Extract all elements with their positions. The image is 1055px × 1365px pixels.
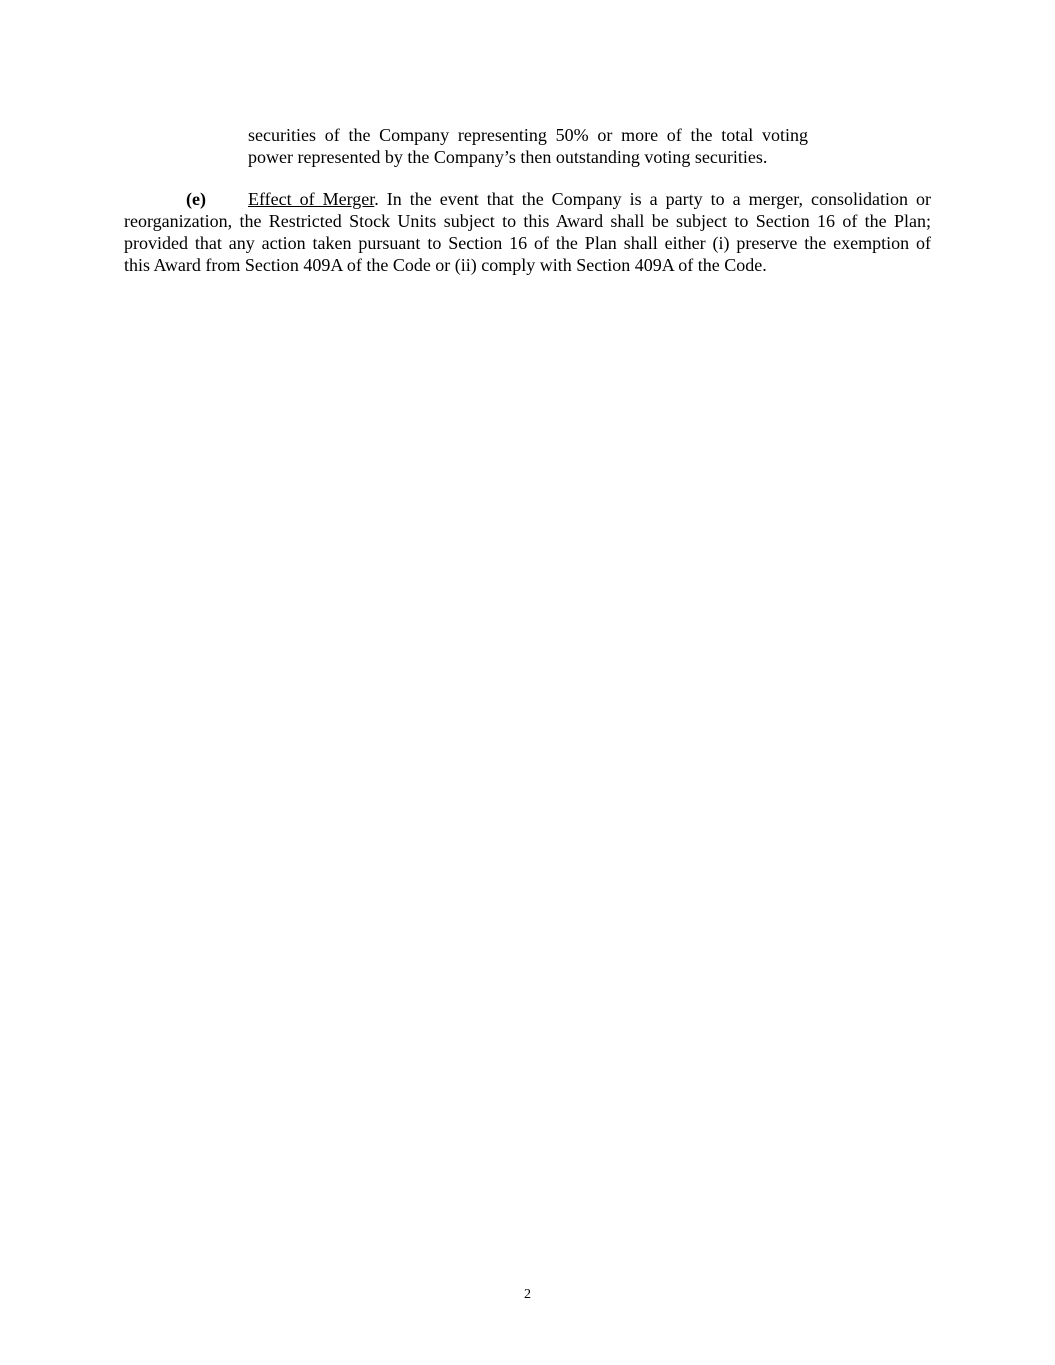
section-marker: (e) bbox=[186, 189, 206, 209]
section-e-line-1 bbox=[124, 188, 931, 210]
continued-clause-line-1: securities of the Company representing 50% or more of the total voting bbox=[248, 125, 808, 145]
section-e-paragraph bbox=[124, 188, 931, 276]
continued-clause-line-2: power represented by the Company’s then outstanding voting securities. bbox=[248, 147, 768, 167]
section-heading: Effect of Merger bbox=[248, 189, 375, 209]
continued-clause bbox=[248, 124, 808, 168]
section-e-line-4: this Award from Section 409A of the Code or (ii) comply with Section 409A of the Code. bbox=[124, 255, 767, 275]
section-e-line-1-text: . In the event that the Company is a party to a merger, consolidation or bbox=[374, 189, 931, 209]
section-e-line-3: provided that any action taken pursuant to Section 16 of the Plan shall either (i) preserve the exemption of bbox=[124, 233, 931, 253]
page-number: 2 bbox=[524, 1287, 531, 1302]
section-e-line-2: reorganization, the Restricted Stock Units subject to this Award shall be subject to Section 16 of the Plan; bbox=[124, 211, 931, 231]
